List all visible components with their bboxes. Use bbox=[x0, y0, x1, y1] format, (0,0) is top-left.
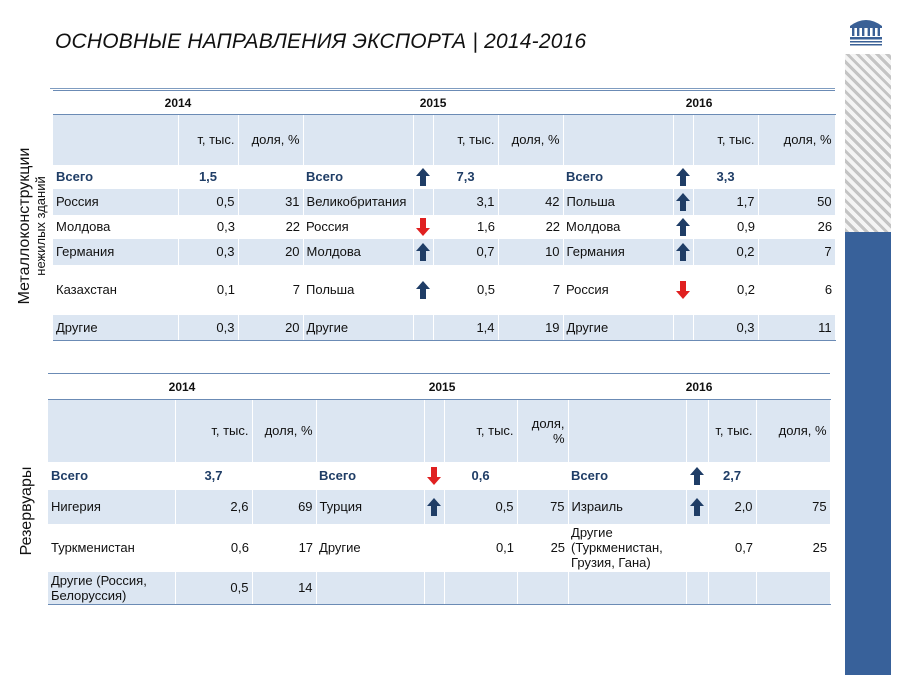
tons-2015: 0,1 bbox=[495, 540, 515, 555]
tons-2016: 0,9 bbox=[736, 219, 756, 234]
tanks-export-table bbox=[48, 373, 831, 605]
trend-2015 bbox=[424, 524, 444, 572]
country-2014: Нигерия bbox=[48, 490, 175, 524]
arrow-up-icon bbox=[675, 242, 691, 262]
country-2014: Россия bbox=[53, 189, 178, 215]
trend-2016 bbox=[673, 265, 693, 315]
country-2014: Другие bbox=[53, 315, 178, 341]
tons-2015: 3,1 bbox=[433, 189, 498, 215]
country-2016: Всего bbox=[571, 468, 609, 483]
share-2016: 11 bbox=[758, 315, 835, 341]
share-2016: 75 bbox=[756, 490, 830, 524]
country-2014: Другие (Россия, Белоруссия) bbox=[48, 572, 175, 605]
col-share: доля, % bbox=[756, 400, 830, 462]
share-2016: 50 bbox=[758, 189, 835, 215]
trend-2015 bbox=[424, 490, 444, 524]
share-2016: 26 bbox=[817, 219, 833, 234]
share-2014: 31 bbox=[238, 189, 303, 215]
share-2016 bbox=[756, 462, 830, 490]
trend-2016 bbox=[686, 572, 708, 605]
tons-2014: 0,3 bbox=[178, 239, 238, 265]
trend-2015 bbox=[413, 189, 433, 215]
trend-2016 bbox=[673, 315, 693, 341]
table-row bbox=[48, 572, 830, 605]
share-2014: 69 bbox=[252, 490, 316, 524]
table-row bbox=[53, 189, 835, 215]
country-2016 bbox=[568, 572, 686, 605]
arrow-down-icon bbox=[415, 217, 431, 237]
tons-2014: 1,5 bbox=[198, 169, 218, 184]
share-2015 bbox=[517, 462, 568, 490]
col-share: доля, % bbox=[498, 115, 563, 165]
share-2015: 42 bbox=[498, 189, 563, 215]
metal-structures-export-table bbox=[53, 90, 836, 341]
trend-2015 bbox=[413, 315, 433, 341]
section2-label-text: Резервуары bbox=[18, 466, 35, 556]
trend-2015 bbox=[413, 239, 433, 265]
share-2015 bbox=[517, 572, 568, 605]
col-tons: т, тыс. bbox=[433, 115, 498, 165]
arrow-up-icon bbox=[415, 280, 431, 300]
col-tons: т, тыс. bbox=[175, 400, 252, 462]
trend-2016 bbox=[673, 189, 693, 215]
col-share-wrapped: доля, % bbox=[517, 400, 568, 462]
share-2014: 7 bbox=[292, 282, 301, 297]
table-row bbox=[53, 265, 835, 315]
share-2014: 17 bbox=[298, 540, 314, 555]
arrow-up-icon bbox=[426, 497, 442, 517]
col-tons: т, тыс. bbox=[708, 400, 756, 462]
share-2016: 6 bbox=[824, 282, 833, 297]
table-row bbox=[48, 490, 830, 524]
col-tons: т, тыс. bbox=[444, 400, 517, 462]
tons-2015: 0,6 bbox=[471, 468, 490, 483]
trend-2016 bbox=[686, 524, 708, 572]
share-2015 bbox=[498, 165, 563, 189]
share-2014: 22 bbox=[285, 219, 301, 234]
arrow-up-icon bbox=[675, 217, 691, 237]
share-2014: 20 bbox=[238, 239, 303, 265]
tons-2015 bbox=[444, 572, 517, 605]
country-2016: Израиль bbox=[568, 490, 686, 524]
country-2015: Другие bbox=[303, 315, 413, 341]
tons-2016: 2,0 bbox=[708, 490, 756, 524]
country-2016: Всего bbox=[566, 169, 604, 184]
tons-2015: 0,5 bbox=[444, 490, 517, 524]
trend-2015 bbox=[413, 265, 433, 315]
tons-2015: 1,4 bbox=[433, 315, 498, 341]
tons-2015: 0,7 bbox=[433, 239, 498, 265]
arrow-up-icon bbox=[415, 167, 431, 187]
share-2016: 7 bbox=[758, 239, 835, 265]
decorative-blue-band bbox=[845, 232, 891, 675]
title-divider bbox=[50, 88, 835, 89]
decorative-hatch-band bbox=[845, 54, 891, 232]
trend-2016 bbox=[673, 165, 693, 189]
tons-2016: 0,2 bbox=[736, 282, 756, 297]
trend-2015 bbox=[413, 215, 433, 239]
tons-2014: 0,5 bbox=[178, 189, 238, 215]
share-2015: 25 bbox=[550, 540, 566, 555]
country-2015 bbox=[316, 572, 424, 605]
column-header-row bbox=[48, 400, 830, 462]
section1-label-line2: нежилых зданий bbox=[33, 176, 48, 276]
country-2015: Великобритания bbox=[303, 189, 413, 215]
arrow-up-icon bbox=[689, 497, 705, 517]
year-header-row bbox=[48, 374, 830, 400]
total-row bbox=[53, 165, 835, 189]
table-row bbox=[48, 524, 830, 572]
tons-2016: 2,7 bbox=[723, 468, 742, 483]
table-row bbox=[53, 215, 835, 239]
country-2015: Россия bbox=[306, 219, 349, 234]
country-2015: Всего bbox=[319, 468, 357, 483]
tons-2014: 2,6 bbox=[175, 490, 252, 524]
country-2016: Польша bbox=[563, 189, 673, 215]
arrow-up-icon bbox=[675, 167, 691, 187]
country-2014: Молдова bbox=[56, 219, 111, 234]
col-share: доля, % bbox=[758, 115, 835, 165]
page-title: ОСНОВНЫЕ НАПРАВЛЕНИЯ ЭКСПОРТА | 2014-2016 bbox=[55, 30, 587, 53]
table-row bbox=[53, 239, 835, 265]
tons-2016: 0,2 bbox=[693, 239, 758, 265]
year-2014: 2014 bbox=[48, 374, 316, 400]
table-row bbox=[53, 315, 835, 341]
section1-label-line1: Металлоконструкции bbox=[16, 147, 33, 305]
share-2015: 19 bbox=[498, 315, 563, 341]
trend-2016 bbox=[673, 215, 693, 239]
country-2015: Польша bbox=[306, 282, 355, 297]
arrow-down-icon bbox=[675, 280, 691, 300]
company-logo bbox=[847, 12, 885, 48]
section1-label bbox=[17, 131, 53, 321]
tons-2016: 0,3 bbox=[693, 315, 758, 341]
country-2014: Германия bbox=[53, 239, 178, 265]
year-2016: 2016 bbox=[568, 374, 830, 400]
trend-2015 bbox=[424, 462, 444, 490]
country-2015: Другие bbox=[319, 540, 361, 555]
arrow-down-icon bbox=[426, 466, 442, 486]
country-2015: Молдова bbox=[303, 239, 413, 265]
share-2015: 10 bbox=[498, 239, 563, 265]
tons-2016: 1,7 bbox=[693, 189, 758, 215]
country-2016: Россия bbox=[566, 282, 609, 297]
tons-2014: 3,7 bbox=[204, 468, 223, 483]
total-row bbox=[48, 462, 830, 490]
share-2014 bbox=[238, 165, 303, 189]
country-2015: Турция bbox=[316, 490, 424, 524]
share-2014: 20 bbox=[238, 315, 303, 341]
share-2014: 14 bbox=[252, 572, 316, 605]
country-2014: Всего bbox=[56, 169, 94, 184]
column-header-row bbox=[53, 115, 835, 165]
year-2015: 2015 bbox=[316, 374, 568, 400]
country-2015: Всего bbox=[306, 169, 344, 184]
arrow-up-icon bbox=[415, 242, 431, 262]
tons-2016: 0,7 bbox=[734, 540, 754, 555]
country-2014: Всего bbox=[51, 468, 89, 483]
tons-2014: 0,3 bbox=[216, 219, 235, 234]
tons-2014: 0,6 bbox=[230, 540, 249, 555]
tons-2016 bbox=[708, 572, 756, 605]
col-share: доля, % bbox=[252, 400, 316, 462]
tons-2015: 0,5 bbox=[476, 282, 496, 297]
tons-2014: 0,5 bbox=[175, 572, 252, 605]
country-2016: Молдова bbox=[566, 219, 621, 234]
country-2016: Другие (Туркменистан, Грузия, Гана) bbox=[571, 525, 663, 570]
year-2016: 2016 bbox=[563, 91, 835, 115]
year-header-row bbox=[53, 91, 835, 115]
arrow-up-icon bbox=[675, 192, 691, 212]
share-2015: 75 bbox=[517, 490, 568, 524]
share-2015: 22 bbox=[545, 219, 561, 234]
col-tons: т, тыс. bbox=[178, 115, 238, 165]
country-2014: Туркменистан bbox=[51, 540, 135, 555]
trend-2016 bbox=[686, 462, 708, 490]
share-2016 bbox=[758, 165, 835, 189]
arrow-up-icon bbox=[689, 466, 705, 486]
year-2014: 2014 bbox=[53, 91, 303, 115]
share-2016 bbox=[756, 572, 830, 605]
tons-2014: 0,3 bbox=[178, 315, 238, 341]
tons-2015: 7,3 bbox=[456, 169, 475, 184]
col-tons: т, тыс. bbox=[693, 115, 758, 165]
year-2015: 2015 bbox=[303, 91, 563, 115]
trend-2016 bbox=[673, 239, 693, 265]
col-share: доля, % bbox=[238, 115, 303, 165]
share-2015: 7 bbox=[552, 282, 561, 297]
country-2016: Германия bbox=[563, 239, 673, 265]
trend-2016 bbox=[686, 490, 708, 524]
trend-2015 bbox=[424, 572, 444, 605]
country-2014: Казахстан bbox=[56, 282, 117, 297]
tons-2014: 0,1 bbox=[216, 282, 235, 297]
share-2016: 25 bbox=[812, 540, 828, 555]
tons-2016: 3,3 bbox=[716, 169, 735, 184]
share-2014 bbox=[252, 462, 316, 490]
section2-label bbox=[19, 451, 37, 571]
country-2016: Другие bbox=[563, 315, 673, 341]
tons-2015: 1,6 bbox=[476, 219, 496, 234]
trend-2015 bbox=[413, 165, 433, 189]
